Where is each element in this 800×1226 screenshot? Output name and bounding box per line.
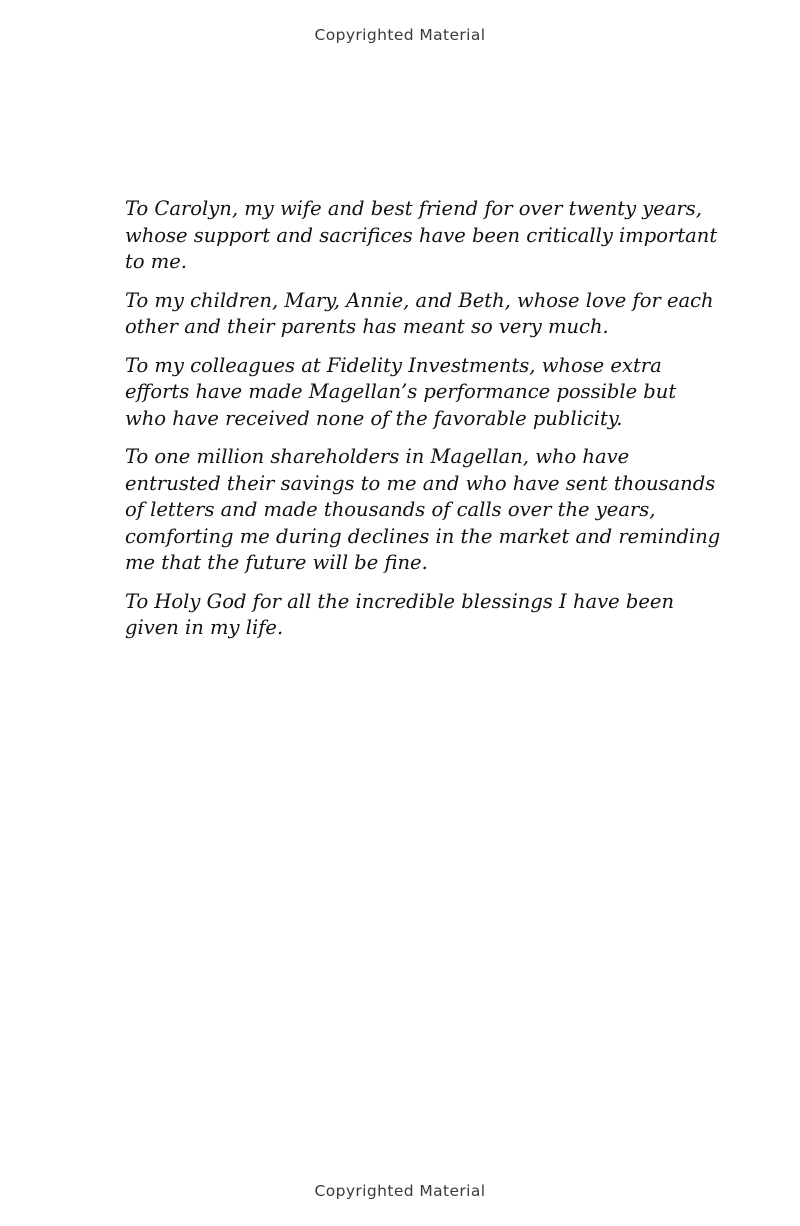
dedication-paragraph: To Carolyn, my wife and best friend for over twenty years, whose support and sacrifices have been critically important to me. — [125, 197, 718, 273]
dedication-block — [125, 196, 721, 642]
copyright-watermark-bottom: Copyrighted Material — [314, 1182, 486, 1200]
dedication-paragraph: To Holy God for all the incredible blessings I have been given in my life. — [125, 589, 675, 639]
dedication-paragraph: To one million shareholders in Magellan, who have entrusted their savings to me and who have sent thousands of letters and made thousands of calls over the years, comforting me during declines in the market and reminding me that the future will be fine. — [125, 445, 721, 574]
copyright-watermark-top: Copyrighted Material — [314, 26, 486, 44]
dedication-paragraph: To my colleagues at Fidelity Investments, whose extra efforts have made Magellan’s performance possible but who have received none of the favorable publicity. — [125, 353, 677, 430]
dedication-paragraph: To my children, Mary, Annie, and Beth, whose love for each other and their parents has meant so very much. — [125, 288, 714, 338]
